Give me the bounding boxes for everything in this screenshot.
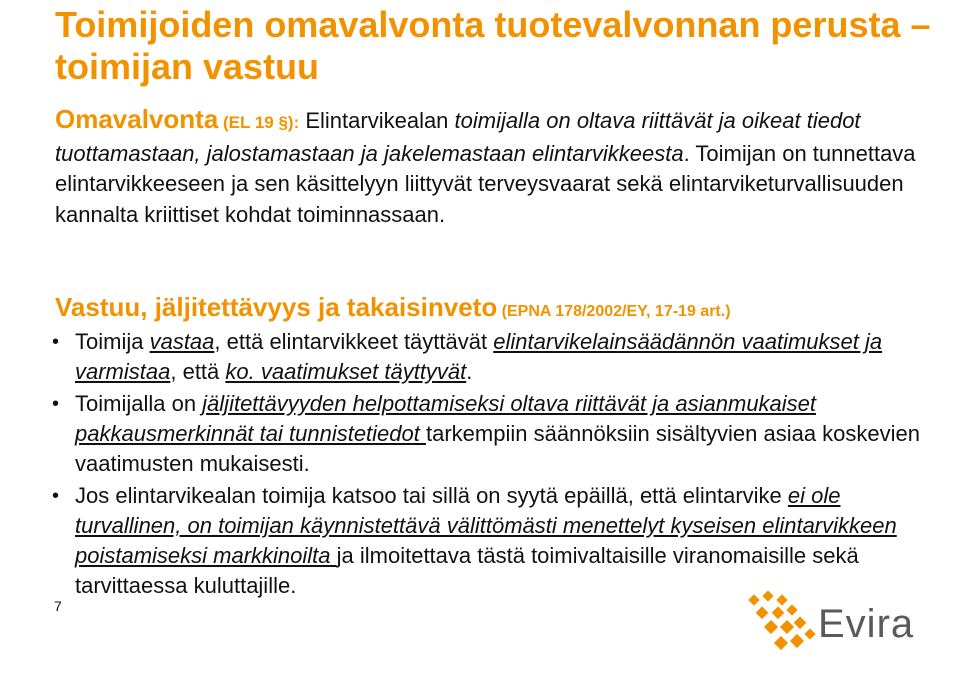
b1-t3: , että	[170, 359, 226, 384]
intro-paragraph	[55, 104, 925, 230]
section-heading	[55, 291, 935, 328]
section-heading-text: Vastuu, jäljitettävyys ja takaisinveto	[55, 292, 498, 322]
b1-u2: elintarvikelainsäädännön vaatimukset ja varmistaa	[75, 329, 883, 384]
page-number: 7	[54, 598, 62, 614]
b1-u1: vastaa	[149, 329, 215, 354]
evira-logo-mark	[748, 590, 815, 650]
intro-text-a: Elintarvikealan	[299, 108, 455, 133]
intro-text-italic: toimijalla on oltava riittävät ja oikeat tiedot tuottamastaan, jalostamastaan ja jakelemastaan elintarvikkeesta	[55, 108, 861, 166]
intro-ref: (EL 19 §):	[218, 113, 300, 132]
b1-t4: .	[466, 359, 473, 384]
bullet-item-traceability	[48, 389, 928, 479]
slide-title: Toimijoiden omavalvonta tuotevalvonnan perusta – toimijan vastuu	[55, 4, 931, 87]
b1-t1: Toimija	[75, 329, 150, 354]
b3-t2: ja ilmoitettava tästä toimivaltaisille viranomaisille sekä tarvittaessa kuluttajille.	[75, 543, 859, 598]
bullet-item-responsibility	[48, 327, 928, 387]
b1-u3: ko. vaatimukset täyttyvät	[225, 359, 467, 384]
bullet-icon: •	[52, 393, 60, 415]
b1-t2: , että elintarvikkeet täyttävät	[214, 329, 494, 354]
evira-logo-text: Evira	[818, 602, 915, 646]
bullet-icon: •	[52, 331, 60, 353]
b2-t2: tarkempiin säännöksiin sisältyvien asiaa koskevien vaatimusten mukaisesti.	[75, 421, 921, 476]
bullet-item-recall	[48, 481, 928, 601]
intro-heading: Omavalvonta	[55, 104, 219, 134]
section-heading-ref: (EPNA 178/2002/EY, 17-19 art.)	[497, 303, 731, 320]
b2-t1: Toimijalla on	[75, 391, 203, 416]
bullet-list	[48, 327, 928, 603]
intro-text-b: . Toimijan on tunnettava elintarvikkeeseen ja sen käsittelyyn liittyvät terveysvaarat sekä elintarviketurvallisuuden kannalta kriittiset kohdat toiminnassaan.	[55, 140, 916, 227]
bullet-icon: •	[52, 485, 60, 507]
b2-u1: jäljitettävyyden helpottamiseksi oltava riittävät ja asianmukaiset pakkausmerkinnät tai tunnistetiedot	[75, 391, 817, 446]
b3-u1: ei ole turvallinen, on toimijan käynnistettävä välittömästi menettelyt kyseisen elintarvikkeen poistamiseksi markkinoilta	[75, 483, 897, 568]
b3-t1: Jos elintarvikealan toimija katsoo tai sillä on syytä epäillä, että elintarvike	[75, 483, 788, 508]
